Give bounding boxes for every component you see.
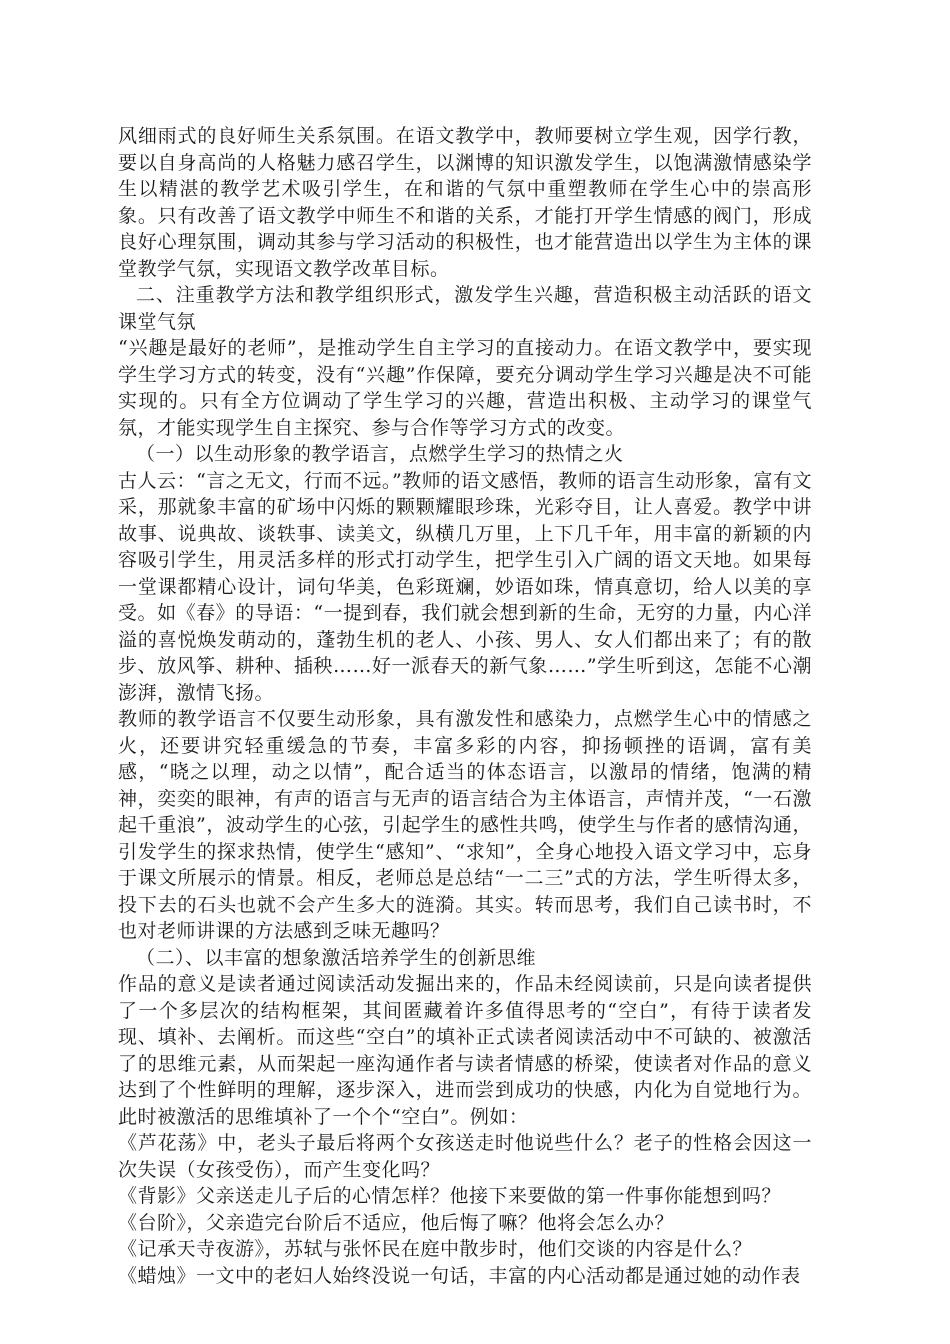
subheading-one: （一）以生动形象的教学语言，点燃学生学习的热情之火 — [136, 443, 624, 465]
example-taijie: 《台阶》，父亲造完台阶后不适应，他后悔了嘛？他将会怎么办？ — [118, 1211, 675, 1234]
paragraph-interest: “兴趣是最好的老师”，是推动学生自主学习的直接动力。在语文教学中，要实现学生学习方式的转变，没有“兴趣”作保障，要充分调动学生学习兴趣是决不可能实现的。只有全方位调动了学生学习的兴趣，营造出积极、主动学习的课堂气氛，才能实现学生自主探究、参与合作等学习方式的改变。 — [118, 337, 812, 439]
example-lazhu: 《蜡烛》一文中的老妇人始终没说一句话，丰富的内心活动都是通过她的动作表 — [118, 1264, 801, 1287]
document-page — [118, 123, 812, 1289]
paragraph-work-meaning: 作品的意义是读者通过阅读活动发掘出来的，作品未经阅读前，只是向读者提供了一个多层次的结构框架，其间匿藏着许多值得思考的“空白”，有待于读者发现、填补、去阐析。而这些“空白”的填补正式读者阅读活动中不可缺的、被激活了的思维元素，从而架起一座沟通作者与读者情感的桥梁，使读者对作品的意义达到了个性鲜明的理解，逐步深入，进而尝到成功的快感，内化为自觉地行为。此时被激活的思维填补了一个个“空白”。例如： — [118, 973, 812, 1128]
example-chengtiansi: 《记承天寺夜游》，苏轼与张怀民在庭中散步时，他们交谈的内容是什么？ — [118, 1238, 753, 1260]
paragraph-teaching-language: 教师的教学语言不仅要生动形象，具有激发性和感染力，点燃学生心中的情感之火，还要讲究轻重缓急的节奏，丰富多彩的内容，抑扬顿挫的语调，富有美感，“晓之以理，动之以情”，配合适当的体态语言，以激昂的情绪，饱满的精神，奕奕的眼神，有声的语言与无声的语言结合为主体语言，声情并茂，“一石激起千重浪”，波动学生的心弦，引起学生的感性共鸣，使学生与作者的感情沟通，引发学生的探求热情，使学生“感知”、“求知”，全身心地投入语文学习中，忘身于课文所展示的情景。相反，老师总是总结“一二三”式的方法，学生听得太多，投下去的石头也就不会产生多大的涟漪。其实。转而思考，我们自己读书时，不也对老师讲课的方法感到乏味无趣吗？ — [118, 708, 812, 942]
subheading-two: （二）、以丰富的想象激活培养学生的创新思维 — [136, 946, 537, 969]
example-luhuadang: 《芦花荡》中，老头子最后将两个女孩送走时他说些什么？老子的性格会因这一次失误（女孩受伤），而产生变化吗？ — [118, 1132, 812, 1181]
example-beiying: 《背影》父亲送走儿子后的心情怎样？他接下来要做的第一件事你能想到吗？ — [118, 1185, 782, 1207]
paragraph-ancient-saying: 古人云：“言之无文，行而不远。”教师的语文感悟，教师的语言生动形象，富有文采，那就象丰富的矿场中闪烁的颗颗耀眼珍珠，光彩夺目，让人喜爱。教学中讲故事、说典故、谈轶事、读美文，纵横几万里，上下几千年，用丰富的新颖的内容吸引学生，用灵活多样的形式打动学生，把学生引入广阔的语文天地。如果每一堂课都精心设计，词句华美，色彩斑斓，妙语如珠，情真意切，给人以美的享受。如《春》的导语：“一提到春，我们就会想到新的生命，无穷的力量，内心洋溢的喜悦焕发萌动的，蓬勃生机的老人、小孩、男人、女人们都出来了；有的散步、放风筝、耕种、插秧……好一派春天的新气象……”学生听到这，怎能不心潮澎湃，激情飞扬。 — [118, 469, 812, 704]
paragraph-teacher-student-relationship: 风细雨式的良好师生关系氛围。在语文教学中，教师要树立学生观，因学行教，要以自身高尚的人格魅力感召学生，以渊博的知识激发学生，以饱满激情感染学生以精湛的教学艺术吸引学生，在和谐的气氛中重塑教师在学生心中的崇高形象。只有改善了语文教学中师生不和谐的关系，才能打开学生情感的阀门，形成良好心理氛围，调动其参与学习活动的积极性，也才能营造出以学生为主体的课堂教学气氛，实现语文教学改革目标。 — [118, 125, 812, 280]
section-heading-two: 二、注重教学方法和教学组织形式，激发学生兴趣，营造积极主动活跃的语文课堂气氛 — [118, 284, 812, 333]
